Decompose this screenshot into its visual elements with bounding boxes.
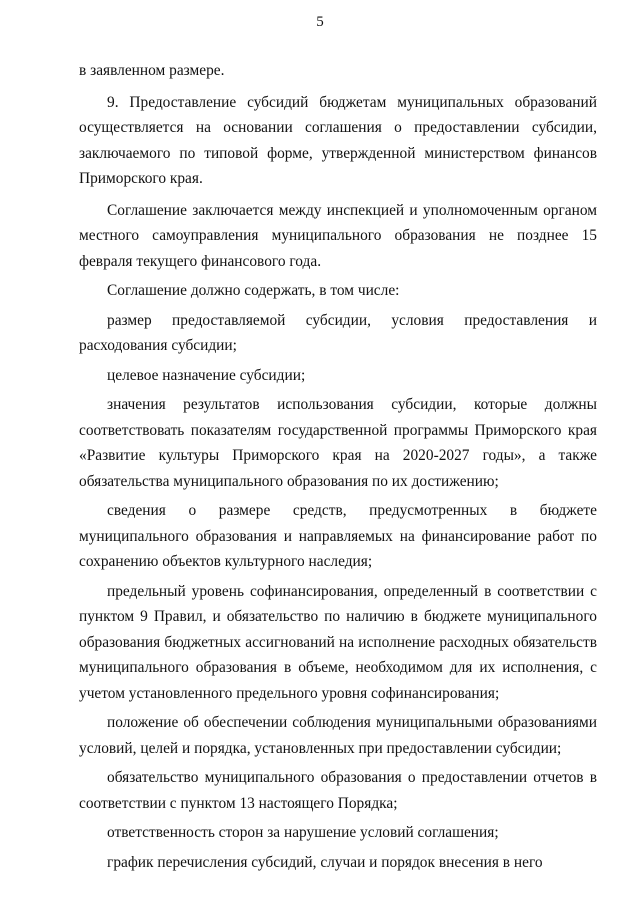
paragraph-compliance: положение об обеспечении соблюдения муниципальными образованиями условий, целей и порядка, установленных при предоставлении субсидии; (79, 714, 597, 757)
paragraph-agreement-parties: Соглашение заключается между инспекцией и уполномоченным органом местного самоуправления муниципального образования не позднее 15 февраля текущего финансового года. (79, 201, 597, 270)
paragraph-transfer-schedule: график перечисления субсидий, случаи и порядок внесения в него (107, 853, 543, 871)
document-body (79, 58, 597, 875)
paragraph-subsidy-size: размер предоставляемой субсидии, условия предоставления и расходования субсидии; (79, 311, 597, 354)
paragraph-result-values: значения результатов использования субсидии, которые должны соответствовать показателям государственной программы Приморского края «Развитие культуры Приморского края на 2020-2027 годы», а также обязательства муниципального образования по их достижению; (79, 396, 597, 490)
paragraph-reporting-obligation: обязательство муниципального образования о предоставлении отчетов в соответствии с пунктом 13 настоящего Порядка; (79, 769, 597, 812)
paragraph-item-9: 9. Предоставление субсидий бюджетам муниципальных образований осуществляется на основании соглашения о предоставлении субсидии, заключаемого по типовой форме, утвержденной министерством финансов Приморского края. (79, 93, 597, 187)
paragraph-agreement-contents-intro: Соглашение должно содержать, в том числе: (107, 282, 400, 299)
paragraph-cofinancing-level: предельный уровень софинансирования, определенный в соответствии с пунктом 9 Правил, и обязательство по наличию в бюджете муниципального образования бюджетных ассигнований на исполнение расходных обязательств муниципального образования в объеме, необходимом для их исполнения, с учетом установленного предельного уровня софинансирования; (79, 582, 597, 702)
paragraph-continuation: в заявленном размере. (79, 62, 225, 79)
paragraph-responsibility: ответственность сторон за нарушение условий соглашения; (107, 824, 499, 841)
paragraph-budget-funds: сведения о размере средств, предусмотренных в бюджете муниципального образования и направляемых на финансирование работ по сохранению объектов культурного наследия; (79, 502, 597, 570)
paragraph-subsidy-purpose: целевое назначение субсидии; (107, 366, 306, 384)
page-number: 5 (316, 14, 324, 30)
